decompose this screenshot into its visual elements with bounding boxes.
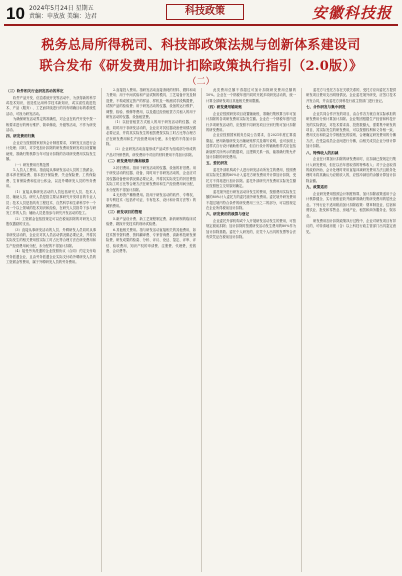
section-heading: 四、研发费用归集: [6, 134, 35, 139]
page-header: [0, 0, 402, 24]
section-label: 科技政策: [166, 4, 244, 20]
paragraph: 委托外部机构或个人进行研发活动所发生的费用，按照费用实际发生额的80%计入委托方研发费用并计算加计扣除，受托方不得再进行加计扣除。委托外部研究开发费用实际发生额应按照独立交易原则确定。: [206, 168, 296, 189]
issue-date: 2024年5月24日 星期五: [29, 5, 94, 12]
section-heading: 五、委托研发: [206, 161, 228, 166]
paragraph: 企业应按照国家税务总局公告要求，自2021年度汇算清缴起，使用新版研发支出辅助账样式及填写说明，也可参照上述样式自行设计辅助账样式，但自行设计的辅助账样式应包括新版样式所列示的数据项，且逻辑关系一致，能准确归集允许加计扣除的研发费用。: [206, 133, 296, 160]
paragraph: 6.其他相关费用。指与研发活动直接相关的其他费用，如技术图书资料费、资料翻译费、专家咨询费、高新科技研发保险费，研发成果的检索、分析、评议、论证、鉴定、评审、评估、验收费用，知识产权的申请费、注册费、代理费，差旅费、会议费等。: [106, 227, 196, 254]
paragraph: 企业研发费用按照会计制度核算，加计扣除政策适用于会计核算健全、实行查账征收并能够准确归集研发费用的居民企业。下列行业不适用税前加计扣除政策：烟草制造业、住宿和餐饮业、批发和零售业、房地产业、租赁和商务服务业、娱乐业。: [306, 191, 396, 218]
issue-info: [29, 5, 97, 20]
column-divider: [201, 88, 202, 572]
paragraph: 为确保研发活动界定的准确性，对企业在软件开发中按一般要求进行的例行维护、简单修改、升级等活动，不作为研发活动。: [6, 117, 96, 133]
column-divider: [101, 88, 102, 572]
editor-credits: 责编：申放放 美编：边君: [29, 12, 97, 20]
paragraph: 2.直接投入费用。指研发活动直接消耗的材料、燃料和动力费用；用于中间试验和产品试制的模具、工艺装备开发及制造费，不构成固定资产的样品、样机及一般测试手段购置费，试制产品的检验费；用于研发活动的仪器、设备的运行维护、调整、检验、维修等费用，以及通过经营租赁方式租入的用于研发活动的仪器、设备租赁费。: [106, 88, 196, 120]
section-heading: （四）研发费用辅助账: [206, 105, 242, 110]
section-heading: （三）软件相关行业研发活动的界定: [6, 89, 64, 93]
paragraph: 企业应当按照国家财务会计制度要求，对研发支出进行会计处理；同时，对享受加计扣除的研发费用按研发项目设置辅助账，准确归集核算当年可加计扣除的各项研发费用实际发生额。: [6, 141, 96, 162]
paragraph: （2）企业研发活动直接形成产品或作为组成部分形成的产品对外销售的，研发费用中对应的材料费用不得加计扣除。: [106, 147, 196, 157]
headline-line-2: 联合发布《研发费用加计扣除政策执行指引（2.0版）》: [39, 59, 363, 74]
column-divider: [301, 88, 302, 572]
paragraph: （3）直接从事研发活动的人员、外聘研发人员同时从事非研发活动的，企业应对其人员活动情况做必要记录，并将其实际发生的相关费用按实际工时占比等合理方法在研发费用和生产经营费用间分配，未分配的不得加计扣除。: [6, 227, 96, 248]
paragraph: （4）接受劳务派遣的企业按照协议（合同）约定支付给劳务派遣企业，且由劳务派遣企业实际支付给外聘研发人员的工资薪金等费用，属于外聘研发人员的劳务费用。: [6, 249, 96, 264]
section-heading: 八、特殊收入的扣减: [306, 150, 339, 155]
article-column: [106, 88, 196, 572]
section-heading: 六、研发费用的核算与登记: [206, 212, 250, 217]
paragraph: 5.新产品设计费、新工艺规程制定费、新药研制的临床试验费、勘探开发技术的现场试验费。: [106, 216, 196, 227]
paragraph: 委托境外进行研发活动所发生的费用，按照费用实际发生额的80%计入委托方的委托境外研发费用。委托境外研发费用不超过境内符合条件的研发费用三分之二的部分，可以按规定在企业所得税前加计扣除。: [206, 189, 296, 210]
article-column: [6, 88, 96, 572]
section-heading: 七、合作研发与集中研发: [306, 105, 346, 110]
paragraph: 企业共同合作开发的项目，由合作各方就自身实际承担的研发费用分别计算加计扣除。企业集团根据生产经营和科技开发的实际情况，对技术要求高、投资数额大，需要集中研发的项目，其实际发生的研发费用，可以按照权利和义务相一致、费用支出和收益分享相配比的原则，合理确定研发费用的分摊方法，在受益成员企业间进行分摊，由相关成员企业分别计算加计扣除。: [306, 111, 396, 149]
paragraph: 研发费用加计扣除政策执行过程中，企业对研发项目有异议的，可转请地市级（含）以上科技行政主管部门出具鉴定意见。: [306, 218, 396, 234]
paragraph: 软件产品开发、信息系统开发等活动中，为获得新的科学或技术知识，创造性运用科学技术新知识，或实质性改进技术、产品（服务）、工艺而持续进行的具有明确目标的系统性活动，可视为研发活动。: [6, 95, 96, 116]
section-heading: 九、政策适用: [306, 185, 328, 190]
paragraph: 3.折旧费用。指用于研发活动的仪器、设备的折旧费。用于研发活动的仪器、设备，同时用于非研发活动的，企业应对其仪器设备使用情况做必要记录，并将其实际发生的折旧费按实际工时占比等合理方法在研发费用和生产经营费用间分配，未分配的不得加计扣除。: [106, 165, 196, 192]
paragraph: 企业应按照研发项目设置辅助账，准确归集核算当年可加计扣除的各项研发费用实际发生额。企业在一个纳税年度内进行多项研发活动的，应按照不同研发项目分别归集可加计扣除的研发费用。: [206, 111, 296, 133]
headline-line-1: 税务总局所得税司、科技部政策法规与创新体系建设司: [41, 38, 361, 53]
page-number: 10: [6, 4, 25, 23]
paragraph: （一）研发费用归集范围: [13, 162, 50, 167]
paragraph: 企业委托外部机构或个人开展研发活动发生的费用，可按规定税前扣除；加计扣除时按照研发活动发生费用的80%作为加计扣除基数。委托个人研发的，应凭个人出具的发票等合法有效凭证在税前加计扣除。: [206, 218, 296, 240]
header-rule: [4, 24, 398, 26]
article-column: [306, 88, 396, 572]
section-heading: （二）研发费用归集和核算: [106, 159, 150, 164]
paragraph: 此类费用总额不得超过可加计扣除研发费用总额的10%。企业在一个纳税年度内同时开展多项研发活动的，统一计算全部研发项目其他相关费用限额。: [206, 88, 296, 103]
paragraph: （1）以经营租赁方式租入的用于研发活动的仪器、设备，同时用于非研发活动的，企业应对其仪器设备使用情况做必要记录，并将其实际发生的租赁费按实际工时占比等合理方法在研发费用和生产经营费用间分配，未分配的不得加计扣除。: [106, 120, 196, 147]
newspaper-logo: 安徽科技报: [311, 4, 392, 22]
paragraph: 企业在计算加计扣除的研发费用时，应扣减已按规定归集计入研发费用，但在以后年度取得的特殊收入；对于企业取得的政府补助，会计处理时采用直接冲减研发费用方法且税务处理时未将其确认为应税收入的，应按冲减后的余额计算加计扣除金额。: [306, 157, 396, 183]
paragraph: 1.人员人工费用。指直接从事研发活动人员的工资薪金、基本养老保险费、基本医疗保险费、失业保险费、工伤保险费、生育保险费和住房公积金，以及外聘研发人员的劳务费用。: [6, 168, 96, 189]
paragraph: （2）工资薪金包括按规定可以在税前扣除的对研发人员股权激励的支出。: [6, 216, 96, 227]
paragraph: 4.无形资产摊销费用。指用于研发活动的软件、专利权、非专利技术（包括许可证、专有技术、设计和计算方法等）的摊销费用。: [106, 192, 196, 208]
article-column: [206, 88, 296, 572]
article-body: [6, 88, 398, 572]
paragraph: （1）直接从事研发活动的人员包括研究人员、技术人员、辅助人员。研究人员是指主要从事研究开发项目的专业人员；技术人员是指具有工程技术、自然科学和生命科学中一个或一个以上领域的技术知识和经验，在研究人员指导下参与研发工作的人员；辅助人员是指参与研究开发活动的技工。: [6, 189, 96, 216]
headline-part: （二）: [187, 77, 215, 87]
paragraph: 委托方与受托方存在关联关系的，受托方应向委托方提供研发项目费用支出明细情况。企业委托境外研发，应签订技术开发合同，并由委托方到科技行政主管部门进行登记。: [306, 88, 396, 103]
section-heading: （三）研发项目的管理: [106, 210, 142, 215]
